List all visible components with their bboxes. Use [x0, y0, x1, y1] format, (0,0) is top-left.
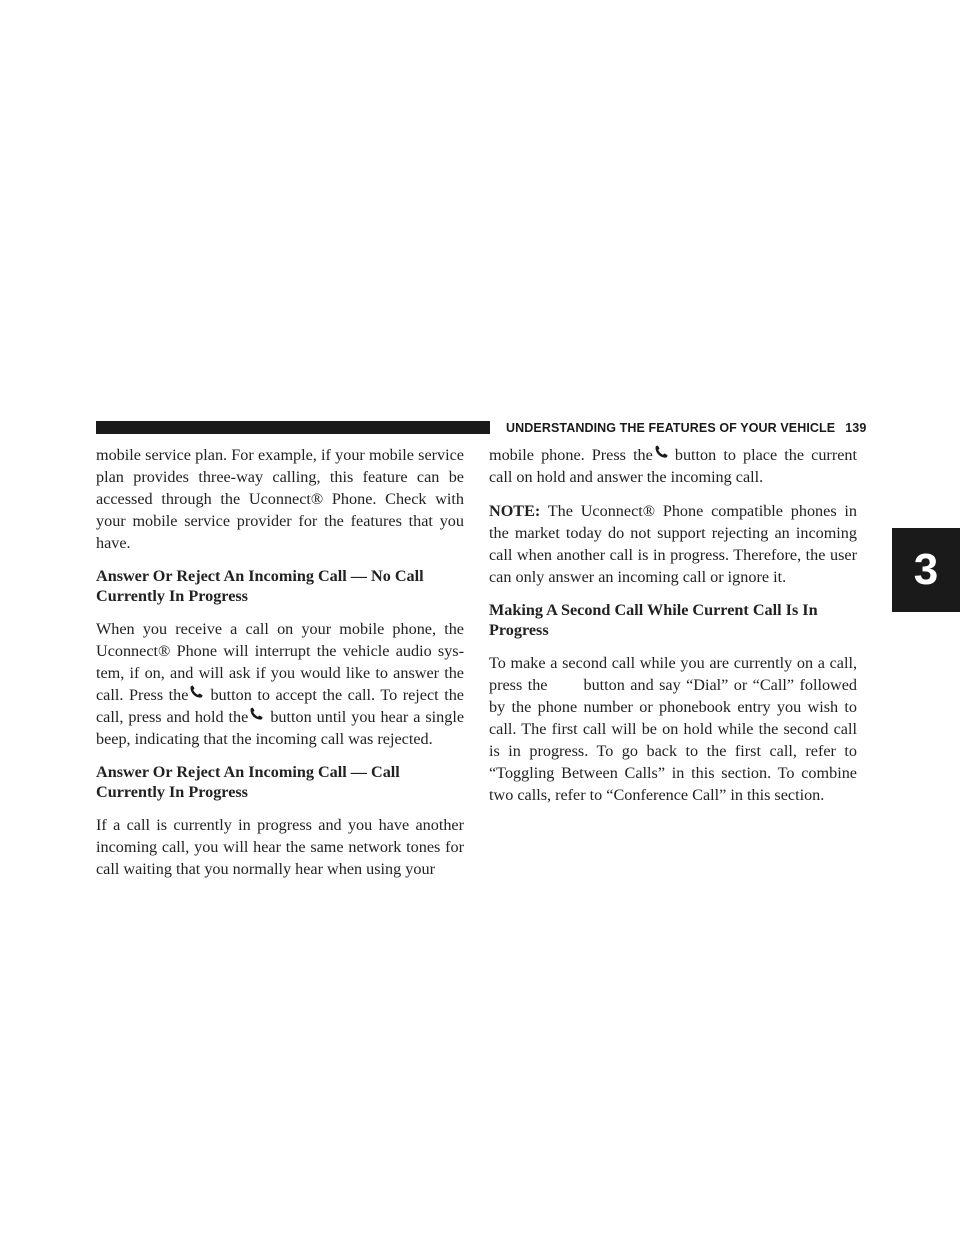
header-rule	[96, 421, 490, 434]
heading-answer-call-in-progress: Answer Or Reject An Incoming Call — Call Currently In Progress	[96, 763, 400, 801]
note-label: NOTE:	[489, 502, 541, 520]
paragraph-service-plan: mobile service plan. For example, if your mobile service plan provides three-way calling, this feature can be accessed through the Uconnect® Phone. Check with your mobile service provider for the features that you have.	[96, 446, 464, 552]
left-column	[96, 444, 464, 892]
paragraph-hold-answer: mobile phone. Press the button to place the current call on hold and answer the incoming call.	[489, 446, 857, 486]
right-column	[489, 444, 857, 818]
paragraph-second-call: To make a second call while you are currently on a call, press the button and say “Dial” or “Call” followed by the phone number or phonebook entry you wish to call. The first call will be on hold while the second call is in progress. To go back to the first call, refer to “Toggling Between Calls” in this section. To combine two calls, refer to “Conference Call” in this section.	[489, 654, 858, 804]
running-header	[506, 417, 866, 439]
paragraph-call-waiting: If a call is currently in progress and you have another incoming call, you will hear the same network tones for call waiting that you normally hear when using your	[96, 816, 464, 878]
note-paragraph: NOTE: The Uconnect® Phone compatible phones in the market today do not support rejecting an incoming call when another call is in progress. Therefore, the user can only answer an incoming call or ignore it.	[489, 502, 858, 586]
phone-icon	[654, 445, 674, 461]
phone-icon	[249, 707, 269, 723]
chapter-tab: 3	[892, 528, 960, 612]
heading-second-call: Making A Second Call While Current Call Is In Progress	[489, 601, 818, 639]
heading-answer-no-call: Answer Or Reject An Incoming Call — No Call Currently In Progress	[96, 567, 424, 605]
missing-icon	[547, 674, 583, 690]
section-title: UNDERSTANDING THE FEATURES OF YOUR VEHICLE	[506, 421, 836, 435]
paragraph-answer-no-call: When you receive a call on your mobile phone, the Uconnect® Phone will interrupt the vehicle audio sys-tem, if on, and will ask if you would like to answer the call. Press the button to accept the call. To reject the call, press and hold the button until you hear a single beep, indicating that the incoming call was rejected.	[96, 620, 464, 748]
phone-icon	[189, 685, 209, 701]
page-number: 139	[845, 421, 867, 435]
